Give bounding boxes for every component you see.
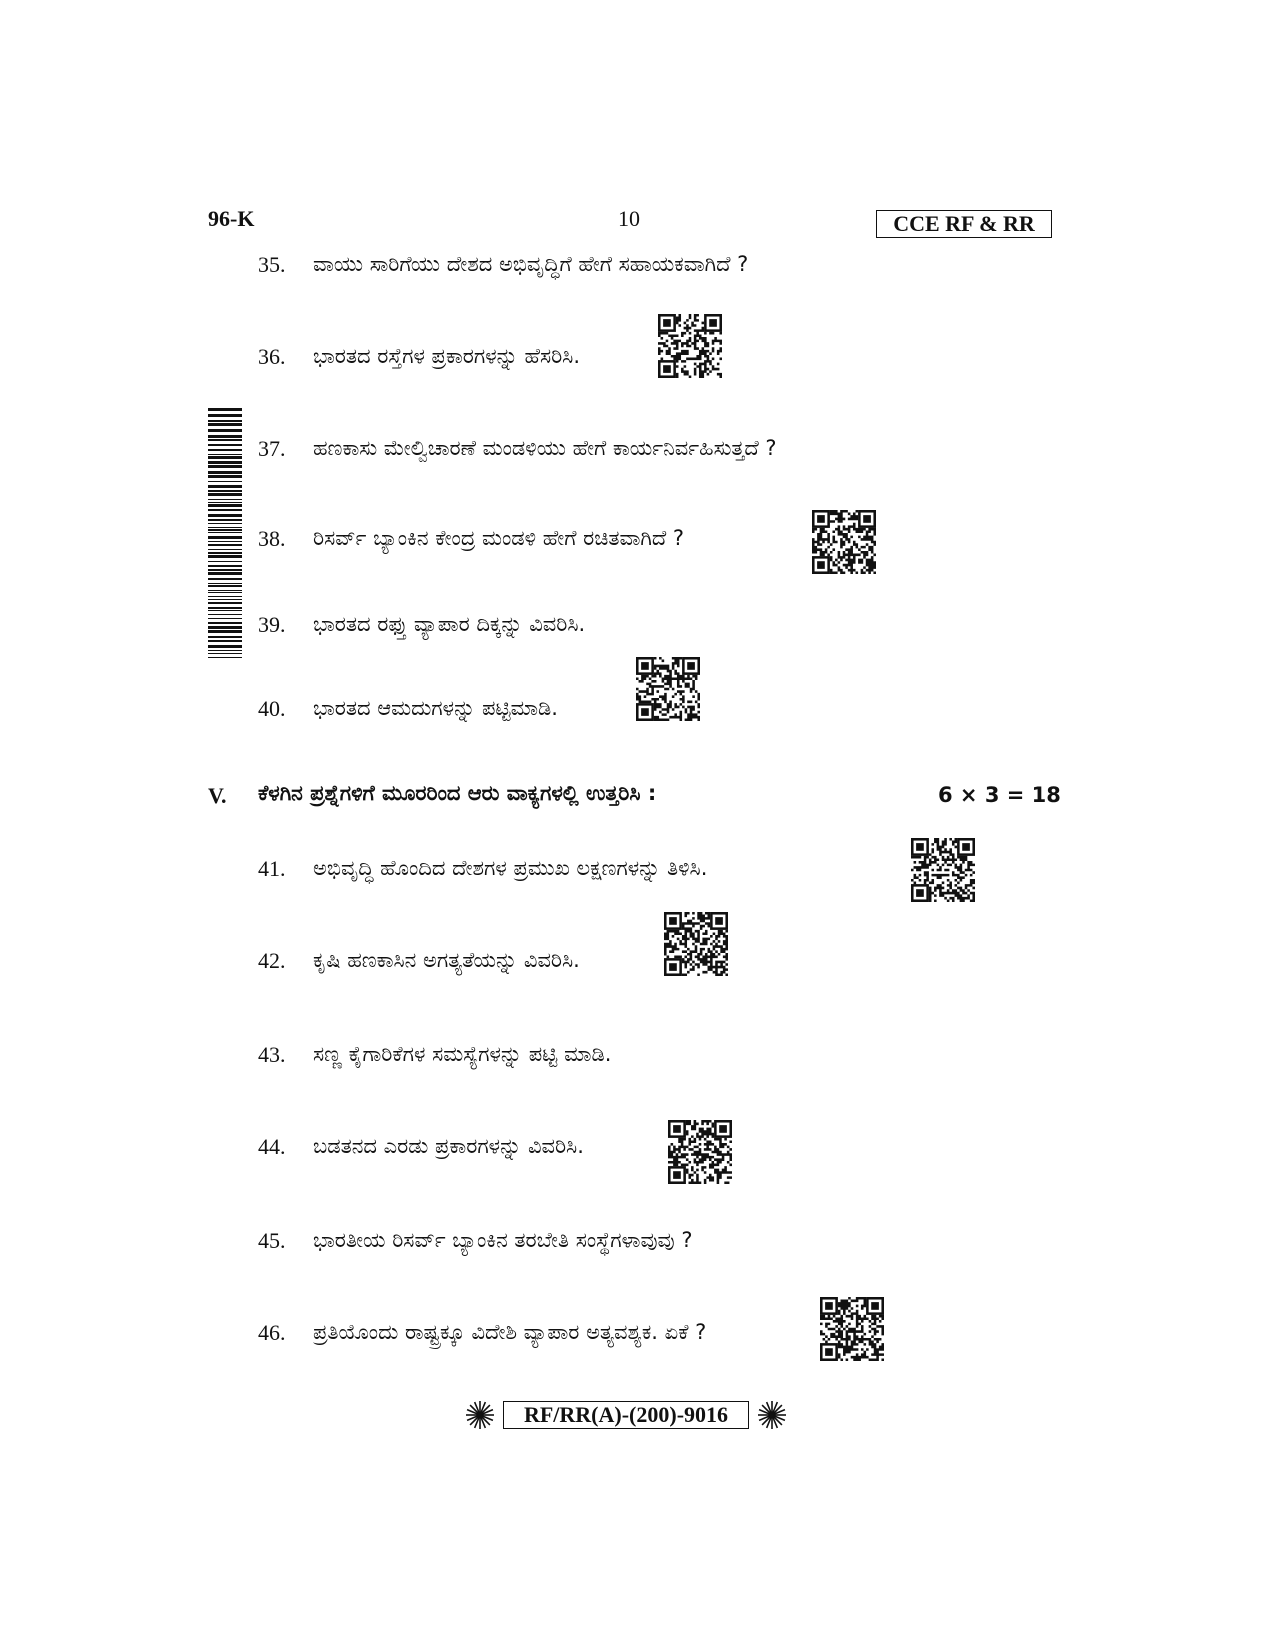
question-number: 40.	[258, 696, 286, 721]
question-number: 39.	[258, 612, 286, 637]
question-text: ಭಾರತದ ರಫ್ತು ವ್ಯಾಪಾರ ದಿಕ್ಕನ್ನು ವಿವರಿಸಿ.	[313, 612, 586, 636]
star-burst-icon	[757, 1400, 787, 1430]
page-number: 10	[618, 206, 640, 231]
question-text: ರಿಸರ್ವ್ ಬ್ಯಾಂಕಿನ ಕೇಂದ್ರ ಮಂಡಳಿ ಹೇಗೆ ರಚಿತವಾಗಿದೆ ?	[313, 526, 685, 550]
paper-code: 96-K	[208, 206, 255, 231]
barcode-icon	[208, 408, 242, 660]
exam-label-box: CCE RF & RR	[876, 210, 1052, 238]
qr-code-icon	[911, 838, 975, 902]
question-number: 42.	[258, 948, 286, 973]
question-number: 46.	[258, 1320, 286, 1345]
question-text: ಅಭಿವೃದ್ಧಿ ಹೊಂದಿದ ದೇಶಗಳ ಪ್ರಮುಖ ಲಕ್ಷಣಗಳನ್ನು ತಿಳಿಸಿ.	[313, 856, 708, 880]
question-number: 38.	[258, 526, 286, 551]
question-number: 41.	[258, 856, 286, 881]
question-number: 43.	[258, 1042, 286, 1067]
question-text: ಕೃಷಿ ಹಣಕಾಸಿನ ಅಗತ್ಯತೆಯನ್ನು ವಿವರಿಸಿ.	[313, 948, 580, 972]
qr-code-icon	[658, 314, 722, 378]
question-text: ಹಣಕಾಸು ಮೇಲ್ವಿಚಾರಣೆ ಮಂಡಳಿಯು ಹೇಗೆ ಕಾರ್ಯನಿರ್ವಹಿಸುತ್ತದೆ ?	[313, 436, 777, 460]
footer-code-box: RF/RR(A)-(200)-9016	[503, 1401, 749, 1429]
question-number: 37.	[258, 436, 286, 461]
question-text: ಬಡತನದ ಎರಡು ಪ್ರಕಾರಗಳನ್ನು ವಿವರಿಸಿ.	[313, 1134, 584, 1158]
qr-code-icon	[812, 510, 876, 574]
question-text: ಭಾರತದ ಆಮದುಗಳನ್ನು ಪಟ್ಟಿಮಾಡಿ.	[313, 696, 558, 720]
qr-code-icon	[636, 657, 700, 721]
question-text: ಭಾರತದ ರಸ್ತೆಗಳ ಪ್ರಕಾರಗಳನ್ನು ಹೆಸರಿಸಿ.	[313, 344, 581, 368]
section-marks: 6 × 3 = 18	[938, 783, 1061, 807]
question-text: ಪ್ರತಿಯೊಂದು ರಾಷ್ಟ್ರಕ್ಕೂ ವಿದೇಶಿ ವ್ಯಾಪಾರ ಅತ್ಯವಶ್ಯಕ. ಏಕೆ ?	[313, 1320, 707, 1344]
question-number: 35.	[258, 252, 286, 277]
question-text: ಸಣ್ಣ ಕೈಗಾರಿಕೆಗಳ ಸಮಸ್ಯೆಗಳನ್ನು ಪಟ್ಟಿ ಮಾಡಿ.	[313, 1042, 612, 1066]
question-number: 45.	[258, 1228, 286, 1253]
qr-code-icon	[664, 912, 728, 976]
question-text: ವಾಯು ಸಾರಿಗೆಯು ದೇಶದ ಅಭಿವೃದ್ಧಿಗೆ ಹೇಗೆ ಸಹಾಯಕವಾಗಿದೆ ?	[313, 252, 749, 276]
section-instruction: ಕೆಳಗಿನ ಪ್ರಶ್ನೆಗಳಿಗೆ ಮೂರರಿಂದ ಆರು ವಾಕ್ಯಗಳಲ್ಲಿ ಉತ್ತರಿಸಿ :	[258, 781, 657, 805]
question-number: 36.	[258, 344, 286, 369]
question-number: 44.	[258, 1134, 286, 1159]
qr-code-icon	[820, 1297, 884, 1361]
section-label: V.	[208, 783, 227, 808]
star-burst-icon	[465, 1400, 495, 1430]
question-text: ಭಾರತೀಯ ರಿಸರ್ವ್ ಬ್ಯಾಂಕಿನ ತರಬೇತಿ ಸಂಸ್ಥೆಗಳಾವುವು ?	[313, 1228, 693, 1252]
qr-code-icon	[668, 1120, 732, 1184]
